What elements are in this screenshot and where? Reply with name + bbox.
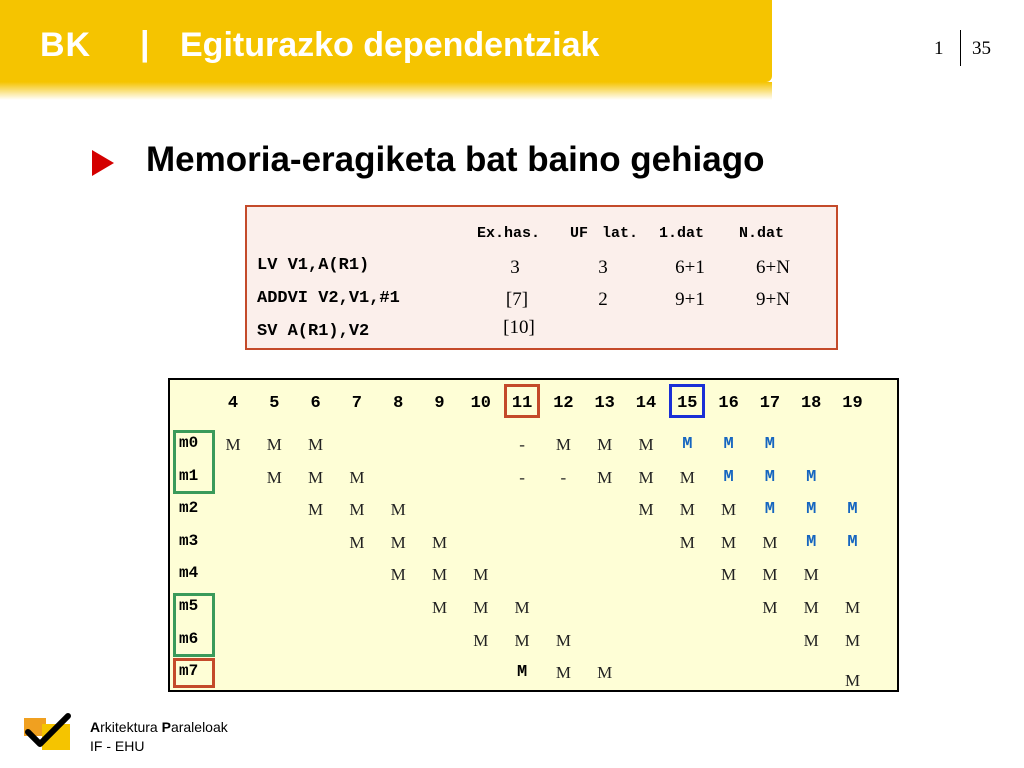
timing-cell: M (390, 565, 406, 585)
cycle-header: 15 (677, 394, 698, 413)
cycle-header: 4 (227, 394, 239, 413)
cycle-header: 11 (511, 394, 533, 413)
cycle-header: 12 (553, 394, 574, 413)
col-header-uf: UF (570, 225, 589, 242)
val-ex: [10] (503, 317, 535, 338)
timing-cell: M (597, 663, 613, 683)
timing-cell: M (844, 671, 861, 691)
cycle-header: 14 (635, 394, 657, 413)
page-title: Egiturazko dependentziak (180, 26, 600, 64)
timing-cell: M (723, 467, 734, 487)
timing-cell: - (560, 467, 567, 487)
timing-cell: M (638, 435, 654, 454)
timing-cell: M (390, 532, 406, 552)
timing-cell: M (555, 630, 571, 650)
cycle-header: 16 (718, 394, 739, 413)
timing-cell: M (308, 467, 324, 487)
page-current: 1 (934, 38, 944, 59)
timing-cell: M (555, 663, 571, 683)
highlight-m7 (173, 658, 215, 688)
cycle-header: 8 (393, 394, 404, 413)
timing-cell: M (431, 532, 448, 552)
timing-cell: - (519, 467, 525, 487)
val-ndat: 6+N (756, 257, 790, 278)
timing-cell: M (349, 467, 365, 487)
timing-cell: M (721, 565, 737, 585)
footer-unit: IF - EHU (90, 738, 145, 754)
timing-cell: M (764, 500, 775, 520)
timing-cell: M (844, 598, 861, 617)
instr-addvi: ADDVI V2,V1,#1 (257, 289, 400, 308)
timing-cell: M (847, 532, 858, 552)
module-label: m4 (179, 564, 199, 583)
val-uf: 3 (598, 257, 608, 278)
timing-cell: M (682, 435, 693, 454)
val-uf: 2 (598, 289, 608, 310)
timing-cell: M (806, 500, 817, 520)
timing-cell: M (597, 467, 613, 487)
timing-cell: M (803, 565, 819, 585)
header-separator: | (140, 25, 150, 63)
timing-cell: M (514, 630, 530, 650)
timing-cell: M (806, 467, 817, 487)
checkmark-logo-icon (24, 712, 74, 752)
cycle-header: 17 (759, 394, 781, 413)
val-1dat: 6+1 (675, 257, 705, 278)
cycle-header: 7 (351, 394, 362, 413)
instr-sv: SV A(R1),V2 (257, 322, 370, 341)
timing-cell: M (764, 467, 775, 487)
highlight-m5-m6 (173, 593, 215, 657)
timing-cell: M (349, 500, 365, 520)
instruction-table (245, 205, 838, 350)
timing-cell: M (349, 532, 365, 552)
timing-cell: M (721, 500, 737, 520)
timing-cell: M (847, 500, 858, 520)
val-1dat: 9+1 (675, 289, 705, 310)
page-total: 35 (972, 38, 991, 59)
timing-cell: M (555, 435, 571, 454)
cycle-header: 10 (470, 394, 491, 413)
highlight-cycle-15 (669, 384, 705, 418)
timing-table (168, 378, 899, 692)
cycle-header: 9 (434, 394, 445, 413)
timing-cell: M (679, 467, 695, 487)
cycle-header: 19 (842, 394, 863, 413)
timing-cell: M (473, 565, 489, 585)
timing-cell: M (473, 630, 489, 650)
col-header-lat: lat. (602, 225, 639, 242)
timing-cell: M (803, 598, 819, 617)
slide-heading: Memoria-eragiketa bat baino gehiago (146, 140, 765, 179)
highlight-cycle-11 (504, 384, 540, 418)
module-label: m6 (179, 629, 199, 648)
bullet-arrow-icon (92, 150, 114, 176)
timing-cell: M (266, 435, 282, 454)
timing-cell: M (764, 435, 775, 454)
timing-cell: M (844, 630, 861, 650)
timing-cell: M (806, 532, 817, 552)
val-ex: [7] (505, 289, 529, 310)
cycle-header: 5 (269, 394, 280, 413)
timing-cell: M (597, 435, 613, 454)
timing-cell: M (679, 500, 695, 520)
col-header-exhas: Ex.has. (477, 225, 541, 242)
module-label: m2 (179, 499, 199, 518)
timing-cell: M (638, 500, 654, 520)
timing-cell: M (225, 435, 241, 454)
col-header-1dat: 1.dat (659, 225, 705, 242)
highlight-m0-m1 (173, 430, 215, 494)
logo: BK (40, 26, 92, 64)
timing-cell: M (516, 663, 528, 683)
timing-cell: M (762, 565, 778, 585)
timing-cell: - (519, 435, 525, 454)
module-label: m3 (179, 531, 199, 550)
timing-cell: M (266, 467, 282, 487)
footer-org: Arkitektura Paraleloak (90, 719, 228, 735)
module-label: m0 (179, 434, 199, 452)
timing-cell: M (514, 598, 530, 617)
timing-cell: M (679, 532, 695, 552)
timing-cell: M (803, 630, 819, 650)
page-divider (960, 30, 961, 66)
timing-cell: M (431, 598, 448, 617)
module-label: m1 (179, 466, 199, 485)
timing-cell: M (308, 500, 324, 520)
timing-cell: M (390, 500, 406, 520)
timing-cell: M (638, 467, 654, 487)
module-label: m7 (179, 662, 199, 681)
timing-cell: M (308, 435, 324, 454)
cycle-header: 13 (594, 394, 615, 413)
timing-cell: M (473, 598, 489, 617)
timing-cell: M (721, 532, 737, 552)
val-ex: 3 (510, 257, 520, 278)
timing-cell: M (762, 598, 778, 617)
instr-lv: LV V1,A(R1) (257, 256, 370, 275)
module-label: m5 (179, 597, 199, 615)
timing-cell: M (723, 435, 734, 454)
cycle-header: 6 (310, 394, 321, 413)
col-header-ndat: N.dat (739, 225, 785, 242)
timing-cell: M (431, 565, 448, 585)
timing-cell: M (762, 532, 778, 552)
val-ndat: 9+N (756, 289, 790, 310)
cycle-header: 18 (800, 394, 822, 413)
